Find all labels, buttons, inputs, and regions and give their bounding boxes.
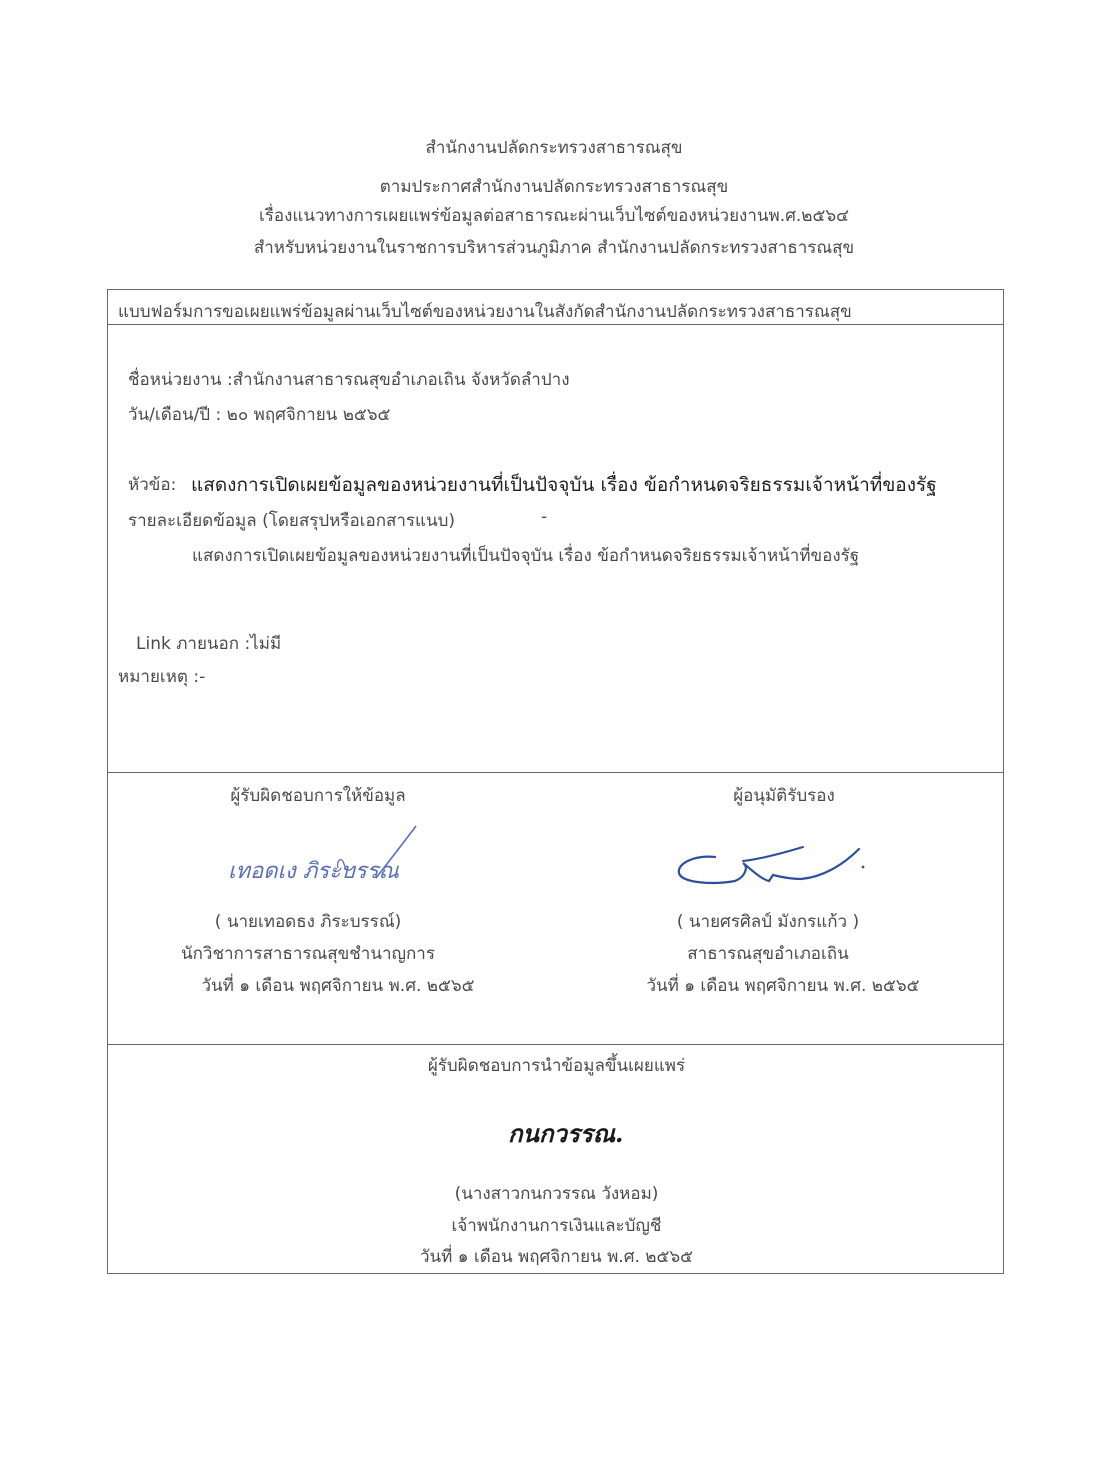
- signature-divider: [108, 1044, 1003, 1045]
- detail-text: แสดงการเปิดเผยข้อมูลของหน่วยงานที่เป็นปัจจุบัน เรื่อง ข้อกำหนดจริยธรรมเจ้าหน้าที่ของรัฐ: [192, 546, 860, 566]
- provider-name: ( นายเทอดธง ภิระบรรณ์): [214, 912, 402, 932]
- publisher-date: วันที่ ๑ เดือน พฤศจิกายน พ.ศ. ๒๕๖๕: [419, 1247, 694, 1267]
- provider-signature-text: เทอดเง ภิระบรรณ: [228, 859, 399, 884]
- detail-dash: -: [541, 507, 548, 527]
- approver-position: สาธารณสุขอำเภอเถิน: [687, 944, 849, 964]
- info-divider: [108, 772, 1003, 773]
- detail-label: รายละเอียดข้อมูล (โดยสรุปหรือเอกสารแนบ): [128, 511, 456, 531]
- subject-label: หัวข้อ:: [128, 475, 177, 495]
- provider-date: วันที่ ๑ เดือน พฤศจิกายน พ.ศ. ๒๕๖๕: [201, 976, 475, 996]
- form-box: [107, 289, 1004, 1274]
- header-line-3: เรื่องแนวทางการเผยแพร่ข้อมูลต่อสาธารณะผ่านเว็บไซต์ของหน่วยงานพ.ศ.๒๕๖๔: [258, 206, 850, 226]
- approver-date: วันที่ ๑ เดือน พฤศจิกายน พ.ศ. ๒๕๖๕: [646, 976, 920, 996]
- agency-name: ชื่อหน่วยงาน :สำนักงานสาธารณสุขอำเภอเถิน จังหวัดลำปาง: [128, 370, 570, 390]
- header-line-4: สำหรับหน่วยงานในราชการบริหารส่วนภูมิภาค สำนักงานปลัดกระทรวงสาธารณสุข: [253, 238, 855, 258]
- approver-heading: ผู้อนุมัติรับรอง: [733, 786, 835, 806]
- provider-position: นักวิชาการสาธารณสุขชำนาญการ: [181, 944, 435, 964]
- approver-name: ( นายศรศิลป์ มังกรแก้ว ): [676, 912, 860, 932]
- form-title: แบบฟอร์มการขอเผยแพร่ข้อมูลผ่านเว็บไซต์ของหน่วยงานในสังกัดสำนักงานปลัดกระทรวงสาธารณสุข: [118, 302, 852, 322]
- approver-signature: [673, 845, 873, 895]
- subject-text: แสดงการเปิดเผยข้อมูลของหน่วยงานที่เป็นปัจจุบัน เรื่อง ข้อกำหนดจริยธรรมเจ้าหน้าที่ของรัฐ: [191, 474, 937, 496]
- header-line-2: ตามประกาศสำนักงานปลัดกระทรวงสาธารณสุข: [379, 177, 729, 197]
- publisher-signature-text: กนกวรรณ.: [508, 1119, 624, 1148]
- publisher-position: เจ้าพนักงานการเงินและบัญชี: [451, 1216, 662, 1236]
- provider-heading: ผู้รับผิดชอบการให้ข้อมูล: [230, 786, 406, 806]
- title-divider: [108, 324, 1003, 325]
- provider-signature: [218, 820, 428, 890]
- external-link: Link ภายนอก :ไม่มี: [136, 634, 282, 654]
- publisher-heading: ผู้รับผิดชอบการนำข้อมูลขึ้นเผยแพร่: [427, 1056, 686, 1076]
- remark: หมายเหตุ :-: [118, 667, 206, 687]
- publisher-name: (นางสาวกนกวรรณ วังหอม): [454, 1184, 659, 1204]
- publisher-signature: [506, 1112, 626, 1152]
- header-line-1: สำนักงานปลัดกระทรวงสาธารณสุข: [425, 138, 683, 158]
- form-date: วัน/เดือน/ปี : ๒๐ พฤศจิกายน ๒๕๖๕: [128, 405, 391, 425]
